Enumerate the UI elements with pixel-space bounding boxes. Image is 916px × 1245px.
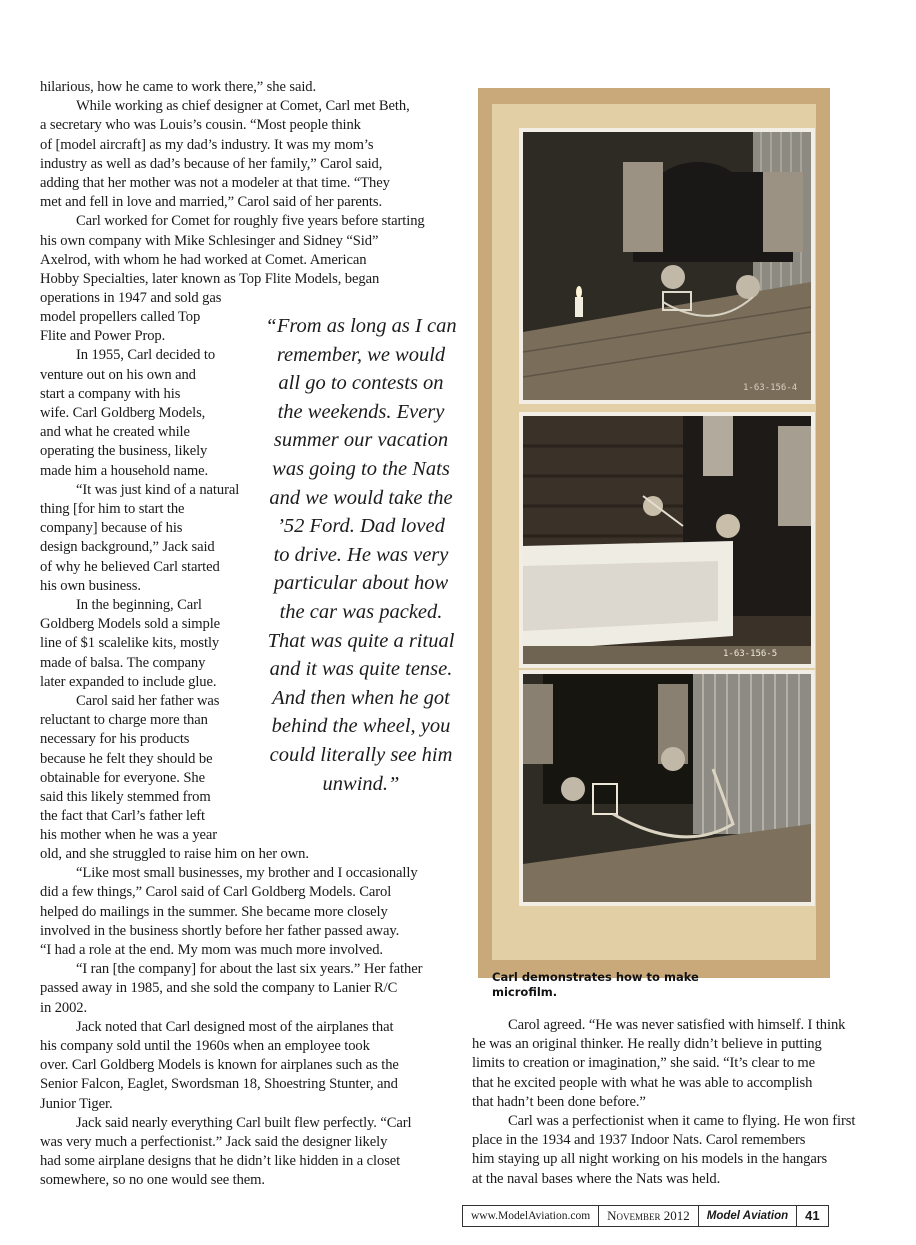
text-line: involved in the business shortly before her father passed away. [40,922,400,939]
text-line: “It was just kind of a natural [76,481,240,498]
text-line: had some airplane designs that he didn’t like hidden in a closet [40,1153,401,1170]
text-line: at the naval bases where the Nats was held. [472,1170,721,1187]
pull-quote-line: and it was quite tense. [269,658,453,681]
pull-quote-line: could literally see him [269,743,453,766]
text-line: “Like most small businesses, my brother and I occasionally [76,865,418,882]
pull-quote-line: to drive. He was very [273,543,449,566]
pull-quote-line: And then when he got [272,686,450,709]
text-line: venture out on his own and [40,366,196,383]
footer-magazine: Model Aviation [699,1206,797,1226]
text-line: Axelrod, with whom he had worked at Comet. American [40,251,367,268]
text-line: Carl was a perfectionist when it came to flying. He won first [508,1113,856,1130]
text-line: In the beginning, Carl [76,597,202,614]
text-line: company] because of his [40,520,183,537]
text-line: said this likely stemmed from [40,789,211,806]
text-line: because he felt they should be [40,750,213,767]
page-footer [462,1205,829,1227]
pull-quote-line: behind the wheel, you [271,715,451,738]
photo-1-label: 1-63-156-4 [743,383,798,393]
text-line: Junior Tiger. [40,1095,113,1112]
text-line: industry as well as dad’s because of her family,” Carol said, [40,155,383,172]
text-line: reluctant to charge more than [40,712,208,729]
text-line: start a company with his [40,385,181,402]
text-line: that he excited people with what he was able to accomplish [472,1074,813,1091]
pull-quote-line: remember, we would [276,343,446,366]
photo-1 [519,128,815,404]
text-line: adding that her mother was not a modeler at that time. “They [40,175,390,192]
text-line: met and fell in love and married,” Carol said of her parents. [40,194,382,211]
text-line: place in the 1934 and 1937 Indoor Nats. Carol remembers [472,1132,806,1149]
photo-2 [519,412,815,668]
pull-quote [252,312,470,798]
pull-quote-line: “From as long as I can [265,315,457,337]
footer-website: www.ModelAviation.com [463,1206,599,1226]
text-line: wife. Carl Goldberg Models, [40,405,206,422]
text-line: Jack said nearly everything Carl built flew perfectly. “Carl [76,1114,412,1131]
article-right [472,1016,882,1189]
text-line: line of $1 scalelike kits, mostly [40,635,220,652]
pull-quote-line: particular about how [273,572,449,595]
text-line: passed away in 1985, and she sold the company to Lanier R/C [40,980,398,997]
text-line: made of balsa. The company [40,654,206,671]
text-line: “I had a role at the end. My mom was much more involved. [40,942,383,959]
photo-3-image [523,674,811,902]
text-line: Carol agreed. “He was never satisfied with himself. I think [508,1017,846,1033]
pull-quote-line: ’52 Ford. Dad loved [277,515,445,538]
text-line: old, and she struggled to raise him on her own. [40,846,309,862]
caption-line-2: microfilm. [492,985,558,999]
pull-quote-line: summer our vacation [273,429,449,452]
text-line: Senior Falcon, Eaglet, Swordsman 18, Shoestring Stunter, and [40,1076,398,1093]
text-line: “I ran [the company] for about the last six years.” Her father [76,961,423,978]
pull-quote-line: and we would take the [269,486,453,509]
photo-2-label: 1-63-156-5 [723,649,778,659]
text-line: Carol said her father was [76,693,220,710]
text-line: limits to creation or imagination,” she said. “It’s clear to me [472,1055,816,1072]
text-line: Carl worked for Comet for roughly five years before starting [76,213,425,230]
article-left-top [40,78,445,308]
text-line: helped do mailings in the summer. She became more closely [40,903,388,920]
article-left-narrow [40,308,250,846]
photo-3 [519,670,815,906]
text-line: of why he believed Carl started [40,558,220,575]
article-left-bottom [40,845,450,1191]
text-line: he was an original thinker. He really didn’t believe in putting [472,1036,822,1053]
text-line: thing [for him to start the [40,501,185,518]
photo-1-image [523,132,811,400]
text-line: did a few things,” Carol said of Carl Goldberg Models. Carol [40,884,392,901]
pull-quote-line: the car was packed. [279,600,443,623]
text-line: later expanded to include glue. [40,673,217,690]
text-line: the fact that Carl’s father left [40,808,205,825]
text-line: of [model aircraft] as my dad’s industry. It was my mom’s [40,136,374,153]
text-line: In 1955, Carl decided to [76,347,216,364]
text-line: Hobby Specialties, later known as Top Flite Models, began [40,271,380,288]
footer-issue: November 2012 [599,1206,699,1226]
photo-2-image [523,416,811,664]
text-line: made him a household name. [40,462,209,479]
text-line: Flite and Power Prop. [40,328,166,345]
text-line: necessary for his products [40,731,190,748]
text-line: that hadn’t been done before.” [472,1093,646,1110]
text-line: in 2002. [40,999,88,1016]
text-line: was very much a perfectionist.” Jack said the designer likely [40,1134,388,1151]
text-line: and what he created while [40,424,190,441]
text-line: a secretary who was Louis’s cousin. “Most people think [40,117,361,134]
text-line: operations in 1947 and sold gas [40,290,222,307]
pull-quote-line: unwind.” [322,772,400,795]
text-line: him staying up all night working on his models in the hangars [472,1151,828,1168]
pull-quote-line: the weekends. Every [277,400,445,423]
pull-quote-line: all go to contests on [278,372,444,395]
pull-quote-line: was going to the Nats [272,457,450,480]
text-line: hilarious, how he came to work there,” she said. [40,79,317,95]
text-line: obtainable for everyone. She [40,769,205,786]
caption-line-1: Carl demonstrates how to make [492,970,699,984]
text-line: his own company with Mike Schlesinger and Sidney “Sid” [40,232,379,249]
text-line: While working as chief designer at Comet, Carl met Beth, [76,98,410,115]
text-line: Jack noted that Carl designed most of the airplanes that [76,1018,394,1035]
text-line: his own business. [40,577,141,594]
photo-caption [492,970,699,1000]
pull-quote-line: That was quite a ritual [267,629,455,652]
footer-page-number: 41 [805,1208,820,1223]
text-line: his company sold until the 1960s when an employee took [40,1038,370,1055]
text-line: over. Carl Goldberg Models is known for airplanes such as the [40,1057,399,1074]
text-line: somewhere, so no one would see them. [40,1172,265,1189]
text-line: his mother when he was a year [40,827,218,844]
text-line: design background,” Jack said [40,539,215,556]
text-line: operating the business, likely [40,443,208,460]
text-line: Goldberg Models sold a simple [40,616,221,633]
text-line: model propellers called Top [40,309,201,325]
